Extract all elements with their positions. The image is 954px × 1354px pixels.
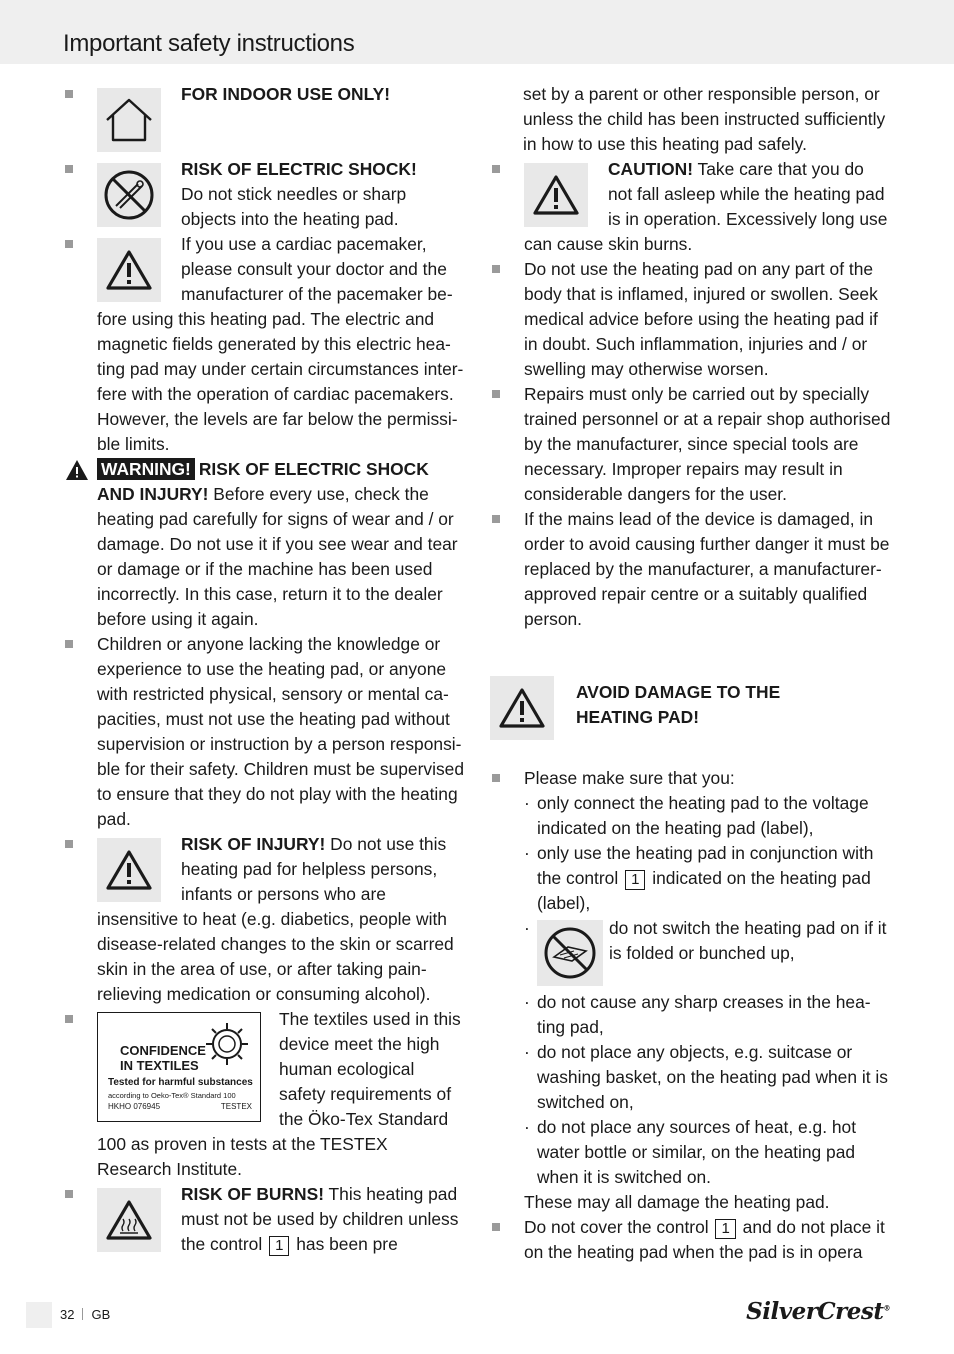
warning-icon — [490, 676, 554, 740]
cert-code: HKHO 076945 — [108, 1102, 161, 1111]
avoid-damage-heading — [490, 676, 892, 746]
caution-title: CAUTION! — [608, 159, 694, 179]
caution-text: Take care that you do not fall asleep while the heating pad is in operation. Excessively long use can cause skin burns. — [524, 159, 888, 254]
bullet — [492, 390, 500, 398]
bullet — [65, 1015, 73, 1023]
bullet — [492, 774, 500, 782]
list-item-inflamed — [490, 257, 892, 382]
sub-item-folded: · do not switch the heating pad on if it is folded or bunched up, — [524, 916, 892, 990]
burns-title: RISK OF BURNS! — [181, 1184, 324, 1204]
right-column — [490, 82, 892, 1265]
bullet — [65, 165, 73, 173]
warning-title-1: RISK OF ELECTRIC SHOCK — [198, 459, 429, 479]
sub-item-heat-sources: · do not place any sources of heat, e.g. hot water bottle or similar, on the heating pad when it is switched on. — [524, 1117, 857, 1187]
bullet — [492, 265, 500, 273]
bullet — [492, 1223, 500, 1231]
warning-icon — [97, 838, 161, 902]
bullet — [65, 90, 73, 98]
sub-item-control: · only use the heating pad in conjunction with the control 1 indicated on the heating pad (label), — [524, 843, 874, 913]
indoor-title: FOR INDOOR USE ONLY! — [181, 84, 391, 104]
footer-marker — [26, 1302, 52, 1328]
mains-text: If the mains lead of the device is damaged, in order to avoid causing further danger it must be replaced by the manufacturer, a manufacturer-approved repair centre or a suitably qualified person. — [524, 509, 890, 629]
warning-text: Before every use, check the heating pad carefully for signs of wear and / or damage. Do not use it if you see wear and tear or damage or if the machine has been used incorrectly. In this case, return it to the dealer before using it again. — [97, 484, 458, 629]
list-item-textiles — [63, 1007, 465, 1182]
sub-item-objects: · do not place any objects, e.g. suitcase or washing basket, on the heating pad when it is switched on, — [524, 1042, 888, 1112]
injury-text: Do not use this heating pad for helpless persons, infants or persons who are insensitive to heat (e.g. diabetics, people with disease-related changes to the skin or scarred skin in the area of use, or after taking pain-relieving medication or consuming alcohol). — [97, 834, 454, 1004]
list-item-ensure — [490, 766, 892, 1215]
list-item-warning — [63, 457, 465, 632]
oeko-tex-logo-icon — [204, 1021, 250, 1067]
warning-badge: WARNING! — [97, 458, 195, 480]
hot-surface-icon — [97, 1188, 161, 1252]
footer-divider — [82, 1308, 83, 1320]
continued-text: set by a parent or other responsible person, or unless the child has been instructed sufficiently in how to use this heating pad safely. — [523, 84, 886, 154]
bullet — [65, 1190, 73, 1198]
warning-icon — [97, 238, 161, 302]
burns-text-a: This heating pad must not be used by children unless the control — [181, 1184, 459, 1254]
control-reference: 1 — [625, 870, 645, 890]
house-icon — [97, 88, 161, 152]
sub-item-creases: · do not cause any sharp creases in the heating pad, — [524, 992, 871, 1037]
list-item-pacemaker — [63, 232, 465, 457]
bullet — [492, 165, 500, 173]
control-reference: 1 — [269, 1236, 289, 1256]
page-title: Important safety instructions — [63, 30, 355, 57]
ensure-outro: These may all damage the heating pad. — [524, 1192, 830, 1212]
shock-title: RISK OF ELECTRIC SHOCK! — [181, 159, 417, 179]
cert-lab: TESTEX — [220, 1102, 252, 1111]
sub-item-voltage: · only connect the heating pad to the voltage indicated on the heating pad (label), — [524, 793, 869, 838]
ensure-intro: Please make sure that you: — [524, 768, 735, 788]
page-number: 32 — [60, 1307, 75, 1322]
list-item-repairs — [490, 382, 892, 507]
cover-text-a: Do not cover the control — [524, 1217, 709, 1237]
children-text: Children or anyone lacking the knowledge or experience to use the heating pad, or anyone with restricted physical, sensory or mental capacities, must not use the heating pad without supervision or instruction by a person responsible for their safety. Children must be supervised to ensure that they do not play with the heating pad. — [97, 634, 464, 829]
inflamed-text: Do not use the heating pad on any part of the body that is inflamed, injured or swollen. Seek medical advice before using the heating pad if in doubt. Such inflammation, injuries and / or swelling may otherwise worsen. — [524, 259, 878, 379]
list-item-mains — [490, 507, 892, 632]
cert-tested: Tested for harmful substances — [108, 1077, 253, 1088]
list-item-injury — [63, 832, 465, 1007]
list-item-cover — [490, 1215, 892, 1265]
list-item-caution — [490, 157, 892, 257]
textiles-text: The textiles used in this device meet the high human ecological safety requirements of the Öko-Tex Standard 100 as proven in tests at the TESTEX Research Institute. — [97, 1009, 461, 1179]
no-needles-icon — [97, 163, 161, 227]
shock-text: Do not stick needles or sharp objects into the heating pad. — [181, 184, 407, 229]
warning-icon — [524, 163, 588, 227]
no-folding-icon — [537, 920, 603, 986]
repairs-text: Repairs must only be carried out by specially trained personnel or at a repair shop authorised by the manufacturer, since special tools are necessary. Improper repairs may result in considerable dangers for the user. — [524, 384, 891, 504]
list-item-burns — [63, 1182, 465, 1257]
bullet — [492, 515, 500, 523]
page-header — [0, 0, 954, 64]
left-column — [63, 82, 465, 1257]
pacemaker-text: If you use a cardiac pacemaker, please consult your doctor and the manufacturer of the pacemaker before using this heating pad. The electric and magnetic fields generated by this electric heating pad may under certain circumstances interfere with the operation of cardiac pacemakers. However, the levels are far below the permissible limits. — [97, 234, 464, 454]
language-code: GB — [91, 1307, 111, 1322]
avoid-damage-title: AVOID DAMAGE TO THE HEATING PAD! — [576, 682, 781, 727]
injury-title: RISK OF INJURY! — [181, 834, 326, 854]
cert-heading: CONFIDENCE IN TEXTILES — [120, 1043, 206, 1073]
cert-standard: according to Oeko-Tex® Standard 100 — [108, 1091, 236, 1100]
burns-text-b: has been pre — [296, 1234, 398, 1254]
list-item-children — [63, 632, 465, 832]
bullet — [65, 240, 73, 248]
warning-title-2: AND INJURY! — [97, 484, 209, 504]
bullet — [65, 640, 73, 648]
page-footer — [60, 1305, 110, 1325]
oeko-tex-certificate — [97, 1012, 261, 1122]
control-reference: 1 — [715, 1219, 735, 1239]
bullet — [65, 840, 73, 848]
list-item-indoor — [63, 82, 465, 157]
brand-logo: SilverCrest® — [746, 1298, 890, 1325]
cover-text-b: and do not place it on the heating pad when the pad is in opera — [524, 1217, 885, 1262]
list-item-shock — [63, 157, 465, 232]
warning-triangle-icon — [65, 459, 89, 481]
